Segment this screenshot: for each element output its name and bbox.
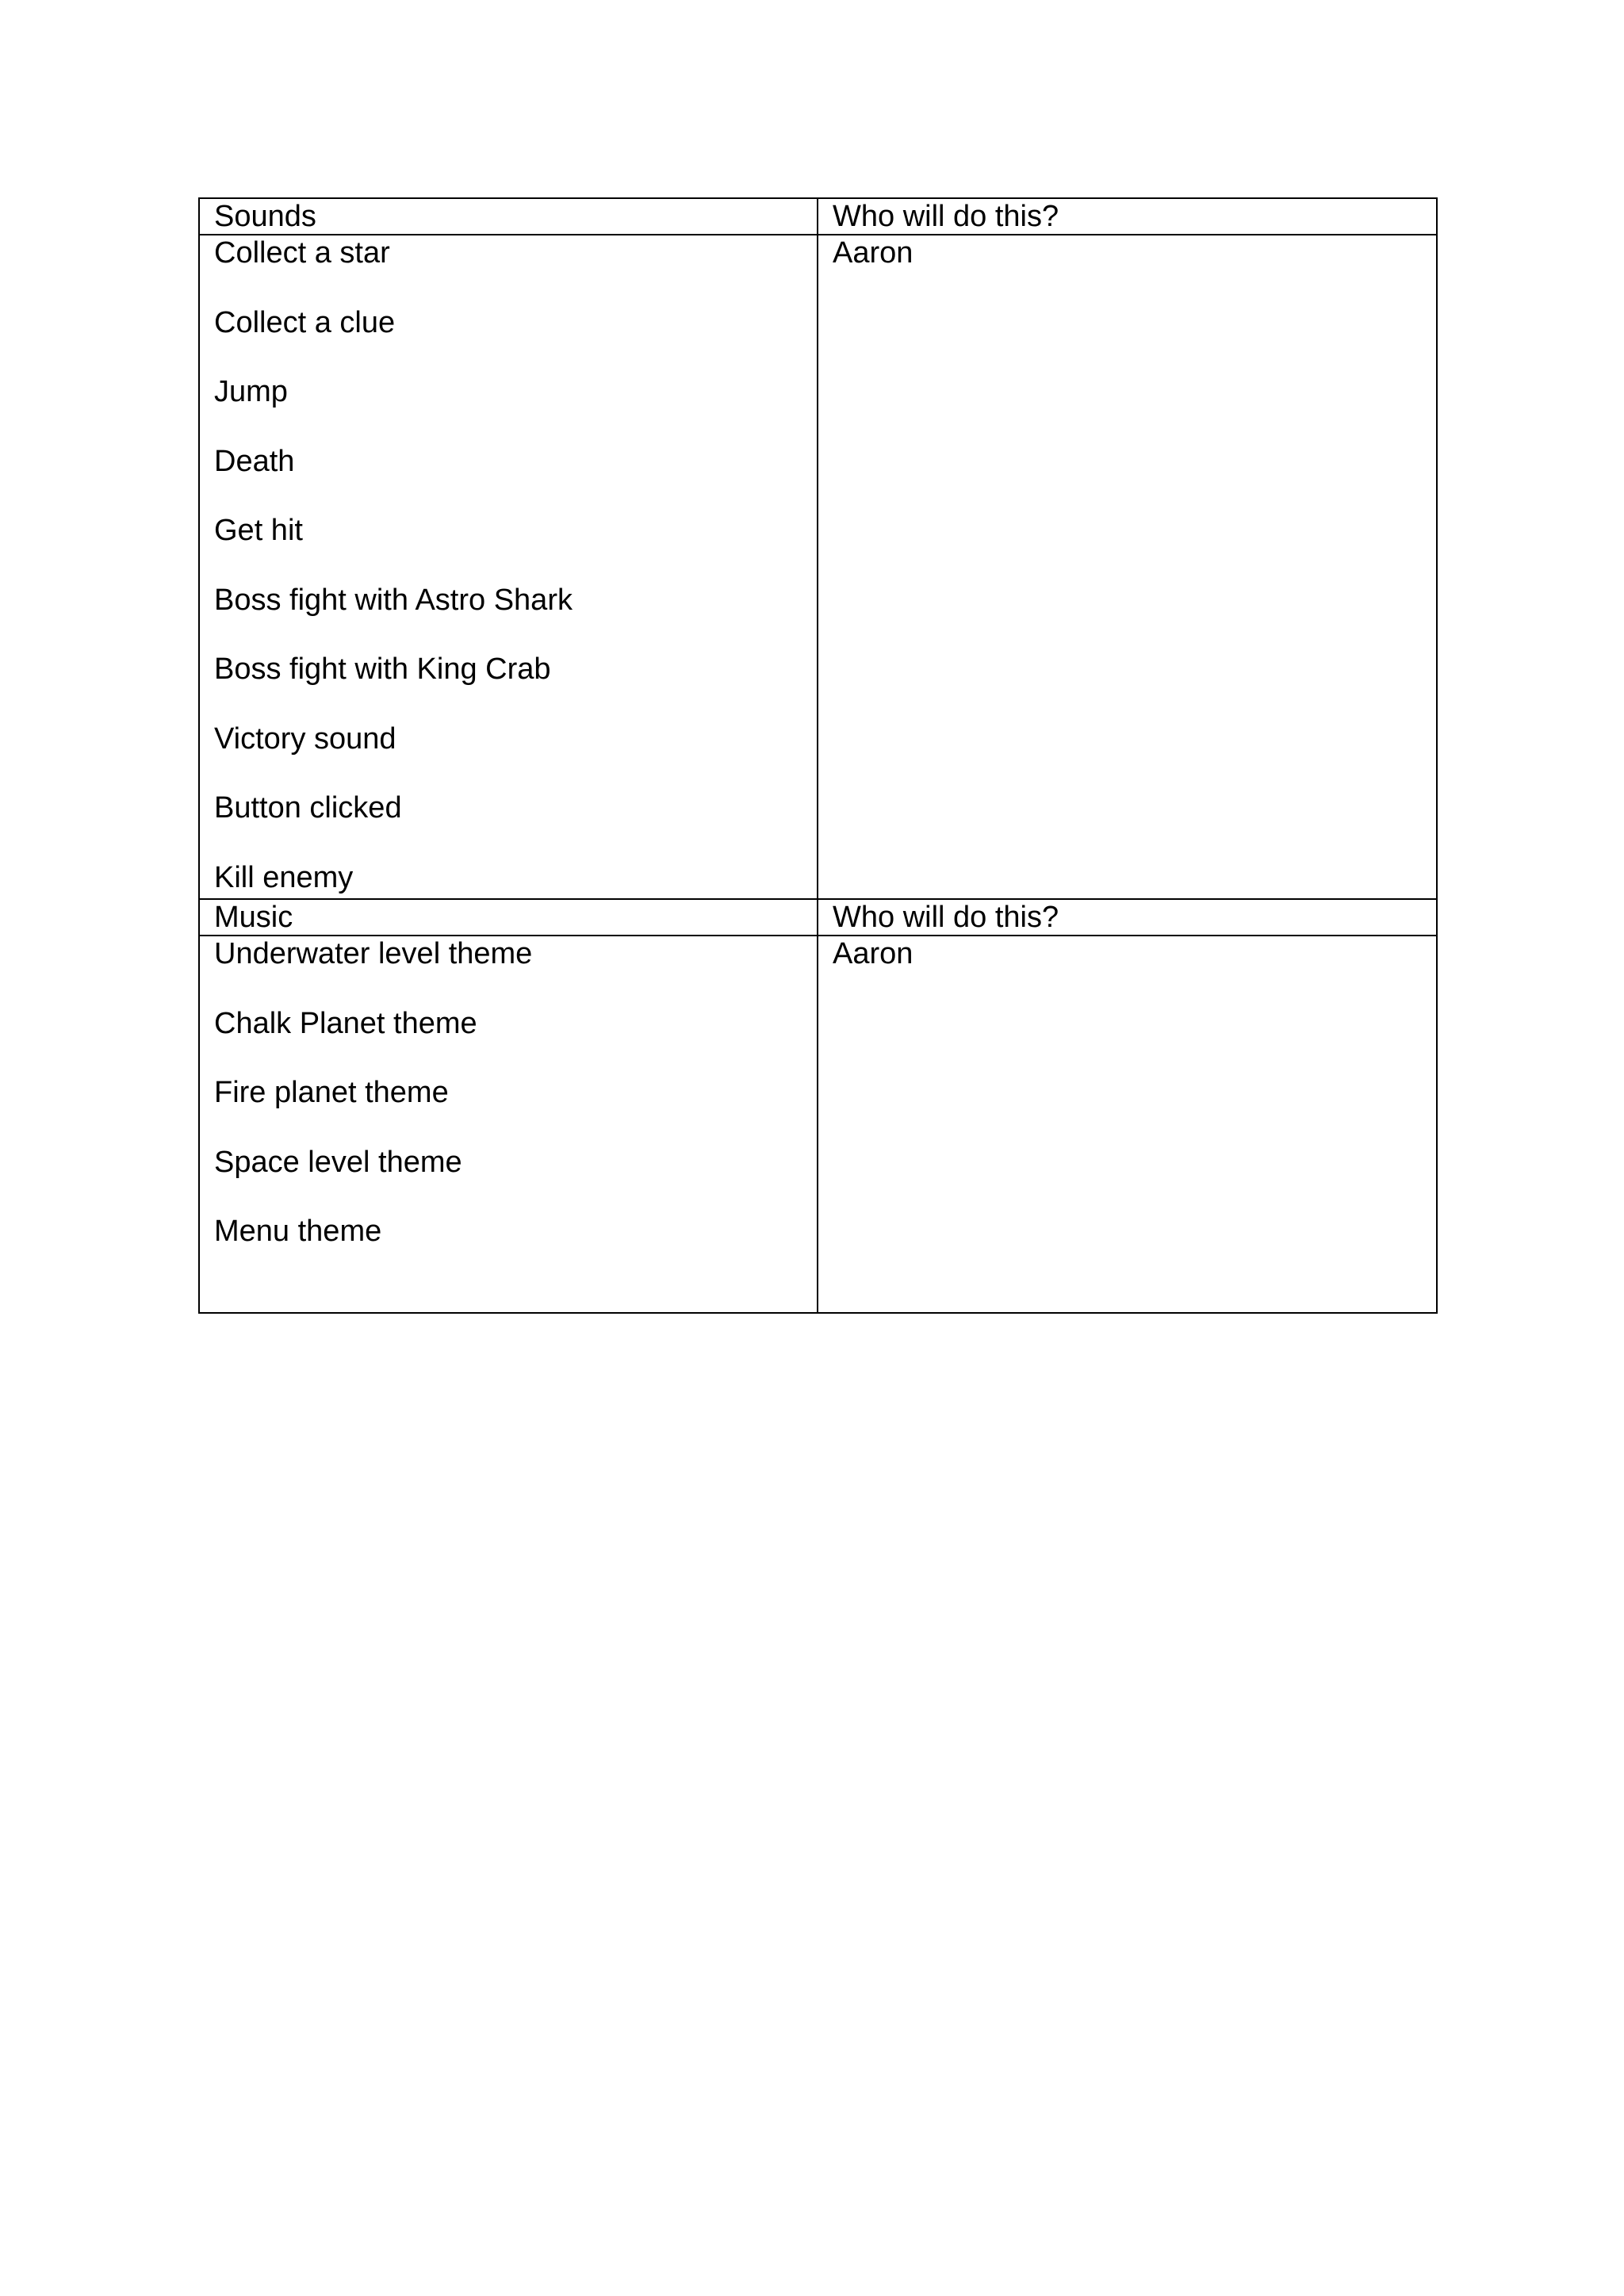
sound-item-collect-star: Collect a star — [214, 236, 390, 270]
music-header-row — [199, 899, 1437, 936]
sounds-assignee-header-cell — [818, 198, 1437, 235]
music-list-cell — [199, 936, 818, 1313]
sounds-header-cell — [199, 198, 818, 235]
music-assignee: Aaron — [833, 937, 914, 970]
sounds-header-row — [199, 198, 1437, 235]
sound-item-boss-king-crab: Boss fight with King Crab — [214, 652, 551, 686]
sound-item-get-hit: Get hit — [214, 514, 303, 547]
music-assignee-header-cell — [818, 899, 1437, 936]
sound-item-jump: Jump — [214, 375, 288, 408]
sounds-body-row — [199, 235, 1437, 899]
music-header-cell — [199, 899, 818, 936]
task-assignment-table — [198, 197, 1438, 1314]
music-header: Music — [214, 901, 293, 934]
sounds-assignee-header: Who will do this? — [833, 200, 1059, 233]
music-assignee-cell — [818, 936, 1437, 1313]
music-item-menu: Menu theme — [214, 1215, 382, 1248]
music-body-row — [199, 936, 1437, 1313]
sound-item-kill-enemy: Kill enemy — [214, 860, 354, 894]
music-item-underwater: Underwater level theme — [214, 937, 533, 970]
music-item-space-level: Space level theme — [214, 1145, 462, 1179]
music-item-fire-planet: Fire planet theme — [214, 1076, 449, 1109]
music-item-chalk-planet: Chalk Planet theme — [214, 1006, 477, 1040]
music-assignee-header: Who will do this? — [833, 901, 1059, 934]
sound-item-button-clicked: Button clicked — [214, 791, 402, 825]
sound-item-collect-clue: Collect a clue — [214, 305, 396, 339]
sound-item-victory: Victory sound — [214, 721, 396, 756]
sounds-assignee-cell — [818, 235, 1437, 899]
sound-item-boss-astro-shark: Boss fight with Astro Shark — [214, 583, 573, 617]
sounds-list-cell — [199, 235, 818, 899]
sounds-assignee: Aaron — [833, 236, 914, 270]
sound-item-death: Death — [214, 444, 295, 478]
sounds-header: Sounds — [214, 200, 316, 233]
